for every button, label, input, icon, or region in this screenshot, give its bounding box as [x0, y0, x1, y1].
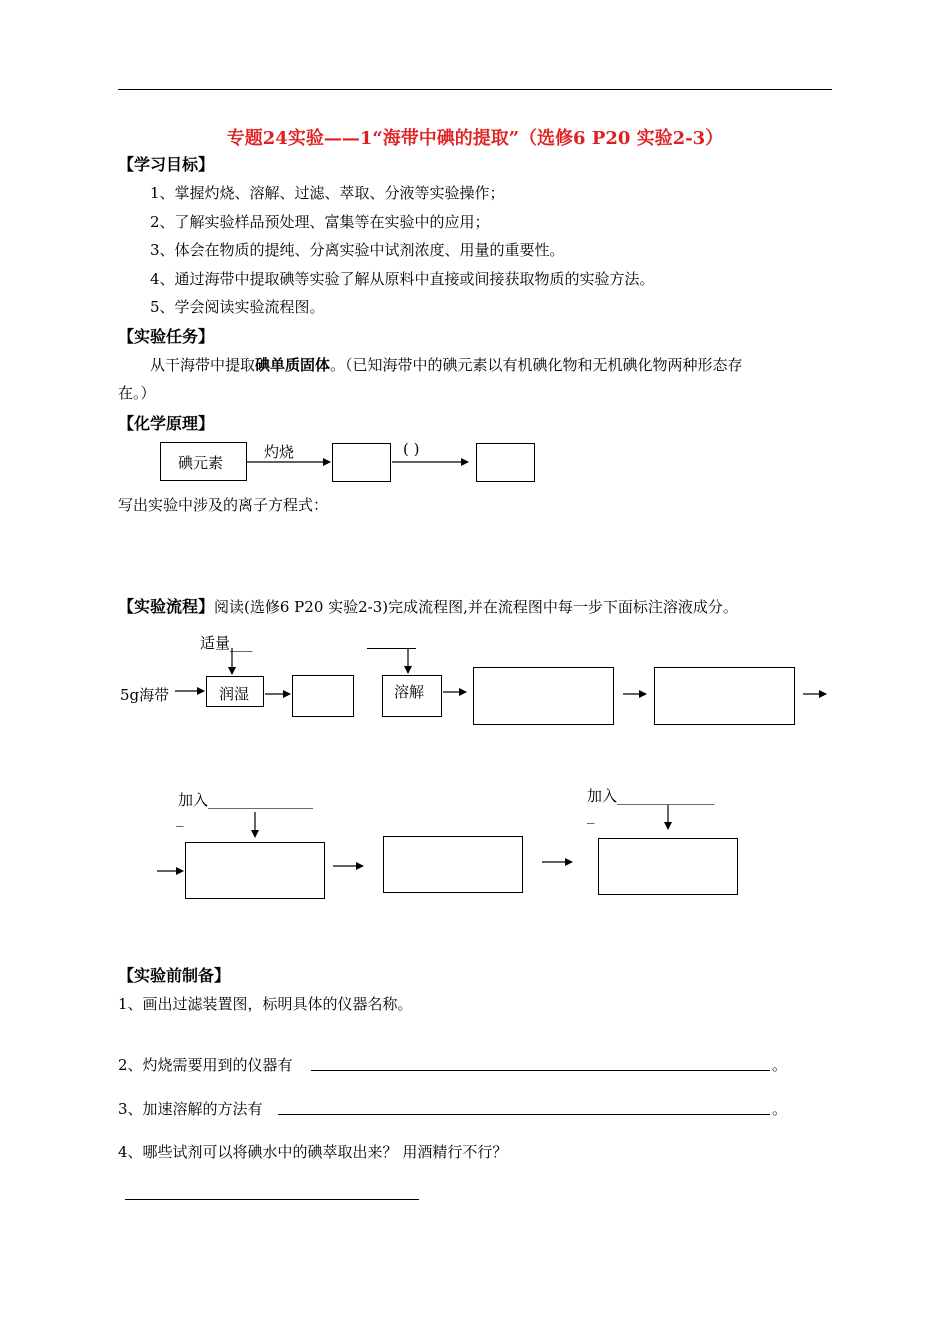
prep-q3-blank[interactable] [278, 1114, 770, 1115]
start-label: 5g海带 [120, 686, 170, 704]
prep-q3-label: 3、加速溶解的方法有 [118, 1100, 263, 1118]
prep-q4: 4、哪些试剂可以将碘水中的碘萃取出来？ 用酒精行不行？ [118, 1143, 508, 1161]
goal-item-2: 2、了解实验样品预处理、富集等在实验中的应用； [150, 213, 490, 231]
task-bold-text: 碘单质固体 [255, 356, 331, 374]
reagent1-label: 适量___ [200, 634, 253, 652]
principle-arrow2-label: ( ) [403, 440, 420, 458]
goals-heading: 【学习目标】 [118, 155, 215, 174]
flow-box-moisten-label: 润湿 [219, 685, 250, 703]
principle-box-label: 碘元素 [178, 454, 224, 472]
prep-heading: 【实验前制备】 [118, 966, 231, 985]
task-text-line2: 在。） [118, 384, 156, 402]
add1-label: 加入______________ [178, 791, 314, 809]
goal-item-3: 3、体会在物质的提纯、分离实验中试剂浓度、用量的重要性。 [150, 241, 565, 259]
equation-prompt: 写出实验中涉及的离子方程式： [118, 496, 329, 514]
goal-item-1: 1、掌握灼烧、溶解、过滤、萃取、分液等实验操作； [150, 184, 505, 202]
add2-dash: _ [587, 806, 595, 824]
principle-heading: 【化学原理】 [118, 414, 215, 433]
prep-q1: 1、画出过滤装置图，标明具体的仪器名称。 [118, 995, 413, 1013]
flow-box-dissolve-label: 溶解 [394, 683, 425, 701]
page-title: 专题24实验——1“海带中碘的提取”（选修6 P20 实验2-3） [226, 128, 724, 149]
process-intro: 阅读(选修6 P20 实验2-3)完成流程图,并在流程图中每一步下面标注溶液成分。 [214, 598, 738, 616]
task-heading: 【实验任务】 [118, 327, 215, 346]
principle-arrow1-label: 灼烧 [264, 443, 295, 461]
prep-q3-end: 。 [772, 1100, 788, 1118]
add2-label: 加入_____________ [587, 787, 715, 805]
prep-q2-end: 。 [772, 1056, 788, 1074]
goal-item-4: 4、通过海带中提取碘等实验了解从原料中直接或间接获取物质的实验方法。 [150, 270, 655, 288]
task-text: 从干海带中提取碘单质固体。（已知海带中的碘元素以有机碘化物和无机碘化物两种形态存 [150, 356, 743, 374]
prep-q2-blank[interactable] [311, 1070, 770, 1071]
add1-dash: _ [176, 809, 184, 827]
prep-q2-label: 2、灼烧需要用到的仪器有 [118, 1056, 293, 1074]
goal-item-5: 5、学会阅读实验流程图。 [150, 298, 325, 316]
process-heading: 【实验流程】 [118, 597, 215, 616]
prep-q4-blank[interactable] [125, 1199, 419, 1200]
